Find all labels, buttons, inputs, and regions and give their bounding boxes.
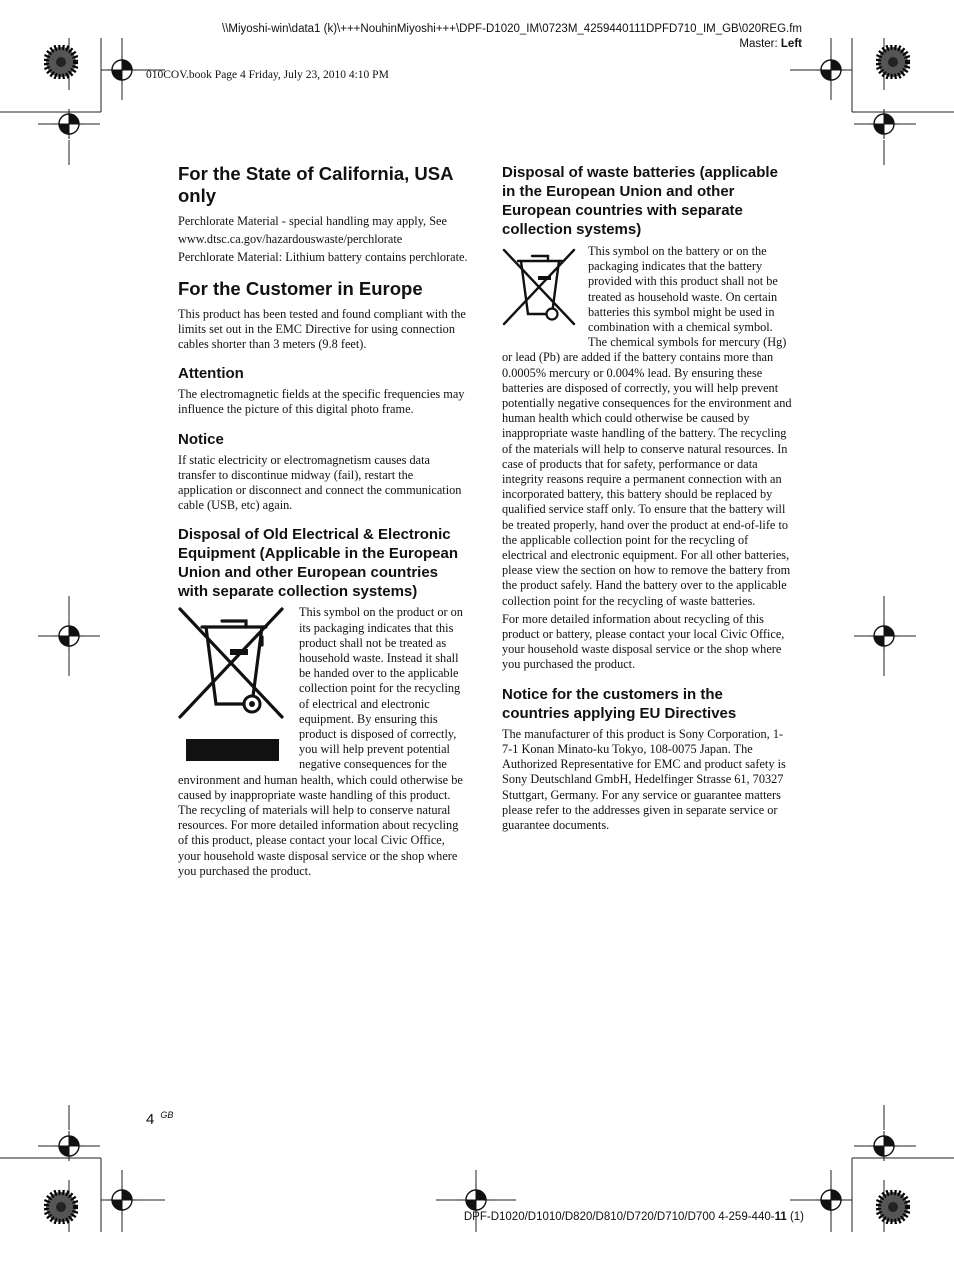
registration-mark-icon [869,621,899,651]
registration-mark-icon [816,55,846,85]
page-number [146,1110,173,1128]
registration-mark-icon [54,109,84,139]
master-value: Left [780,38,802,50]
crossed-bin-icon [502,246,578,328]
notice-paragraph: If static electricity or electromagnetism causes data transfer to discontinue midway (fail), restart the application or disconnect and connect the communication cable (USB, etc) again. [178,452,462,513]
weee-paragraph: This symbol on the product or on its packaging indicates that this product shall not be treated as household waste. Instead it shall be handed over to the applicable collection point for the recycling of electrical and electronic equipment. By ensuring this product is disposed of correctly, you will help prevent potential negative consequences for the environment and human health, which could otherwise be caused by inappropriate waste handling of this product. The recycling of materials will help to conserve natural resources. For more detailed information about recycling of this product, please contact your local Civic Office, your household waste disposal service or the shop where you purchased the product. [178,605,463,878]
attention-paragraph: The electromagnetic fields at the specific frequencies may influence the picture of this digital photo frame. [178,387,465,417]
registration-mark-icon [869,109,899,139]
california-paragraph-2: Perchlorate Material: Lithium battery contains perchlorate. [178,250,468,265]
master-label: Master: [739,38,781,50]
color-wheel-icon [876,1190,910,1224]
registration-mark-icon [54,621,84,651]
europe-paragraph: This product has been tested and found compliant with the limits set out in the EMC Directive for using connection cables shorter than 3 meters (9.8 feet). [178,306,466,352]
master-line [222,37,802,52]
registration-mark-icon [869,1131,899,1161]
eu-directives-heading: Notice for the customers in the countries applying EU Directives [502,685,737,722]
california-url: www.dtsc.ca.gov/hazardouswaste/perchlorate [178,232,403,247]
right-column [502,163,792,836]
color-wheel-icon [44,1190,78,1224]
registration-mark-icon [107,1185,137,1215]
registration-mark-icon [54,1131,84,1161]
registration-mark-icon [816,1185,846,1215]
batteries-paragraph-1: This symbol on the battery or on the packaging indicates that the battery provided with this product shall not be treated as household waste. On certain batteries this symbol might be used in combination with a chemical symbol. The chemical symbols for mercury (Hg) or lead (Pb) are added if the battery contains more than 0.0005% mercury or 0.004% lead. By ensuring these batteries are disposed of correctly, you will help prevent potentially negative consequences for the environment and human health which could otherwise be caused by inappropriate waste handling of the battery. The recycling of the materials will help to conserve natural resources. In case of products that for safety, performance or data integrity reasons require a permanent connection with an incorporated battery, this battery should be replaced by qualified service staff only. To ensure that the battery will be treated properly, hand over the product at end-of-life to the applicable collection point for the recycling of electrical and electronic equipment. For all other batteries, please view the section on how to remove the battery from the product safely. Hand the battery over to the applicable collection point for the recycling of waste batteries. [502,244,792,608]
left-column [178,163,468,882]
california-heading: For the State of California, USA only [178,163,453,206]
weee-heading: Disposal of Old Electrical & Electronic Equipment (Applicable in the European Union and other European countries with separate collection systems) [178,526,459,601]
page-language: GB [160,1110,174,1120]
book-info-line: 010COV.book Page 4 Friday, July 23, 2010 4:10 PM [146,69,389,81]
batteries-heading: Disposal of waste batteries (applicable in the European Union and other European countries with separate collection systems) [502,164,778,238]
color-wheel-icon [44,45,78,79]
page-number-value: 4 [146,1111,155,1128]
attention-heading: Attention [178,365,244,383]
europe-heading: For the Customer in Europe [178,277,423,299]
weee-black-bar [186,739,279,761]
model-code-suffix: (1) [786,1211,804,1223]
model-code-footer [464,1211,804,1223]
model-code-prefix: DPF-D1020/D1010/D820/D810/D720/D710/D700 4-259-440- [463,1211,775,1223]
weee-symbol [178,607,289,761]
notice-heading: Notice [178,430,224,448]
registration-mark-icon [107,55,137,85]
model-code-bold: 11 [774,1211,787,1223]
crossed-bin-icon [178,607,289,722]
battery-symbol [502,246,578,333]
file-path-header [222,22,802,52]
batteries-paragraph-2: For more detailed information about recycling of this product or battery, please contact your local Civic Office, your household waste disposal service or the shop where you purchased the product. [502,611,785,672]
california-paragraph-1: Perchlorate Material - special handling may apply, See [178,214,447,228]
color-wheel-icon [876,45,910,79]
file-path: \\Miyoshi-win\data1 (k)\+++NouhinMiyoshi+++\DPF-D1020_IM\0723M_4259440111DPFD710_IM_GB\020REG.fm [222,23,802,35]
eu-directives-paragraph: The manufacturer of this product is Sony Corporation, 1-7-1 Konan Minato-ku Tokyo, 108-0075 Japan. The Authorized Representative for EMC and product safety is Sony Deutschland GmbH, Hedelfinger Strasse 61, 70327 Stuttgart, Germany. For any service or guarantee matters please refer to the addresses given in separate service or guarantee documents. [502,726,786,832]
